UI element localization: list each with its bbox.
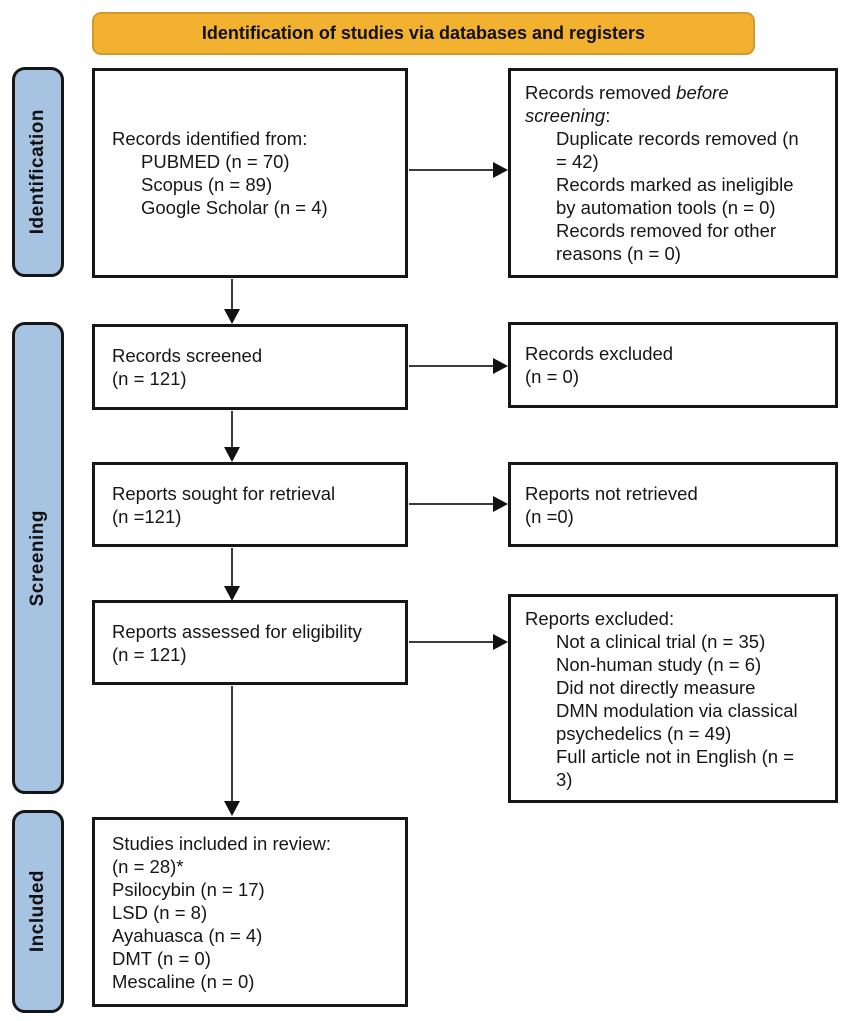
text-line: PUBMED (n = 70) — [141, 151, 290, 172]
text-line: Ayahuasca (n = 4) — [112, 924, 263, 946]
text-line: psychedelics (n = 49) — [556, 722, 732, 744]
text-line: Non-human study (n = 6) — [556, 653, 762, 675]
arrow-line — [231, 686, 233, 803]
text-line — [511, 81, 835, 104]
records-identified-box — [92, 68, 408, 278]
text-line: Full article not in English (n = — [556, 745, 795, 767]
text-line: Reports excluded: — [525, 607, 675, 629]
banner-title — [92, 12, 755, 55]
stage-included-label: Included — [27, 870, 48, 953]
reports-assessed-box — [92, 600, 408, 685]
text-line: by automation tools (n = 0) — [556, 197, 776, 218]
text-line: Records excluded — [525, 343, 674, 364]
text-line: (n = 121) — [112, 368, 187, 389]
text-line: Reports assessed for eligibility — [112, 620, 362, 642]
text-line: (n =0) — [525, 505, 574, 527]
arrow-head-right-icon — [493, 162, 508, 178]
text-line: Reports not retrieved — [525, 482, 698, 504]
text-line: Studies included in review: — [112, 832, 332, 854]
text-line: DMT (n = 0) — [112, 947, 211, 969]
text-line: Did not directly measure — [556, 676, 756, 698]
text-segment: Records removed — [525, 82, 677, 103]
text-line: (n =121) — [112, 505, 182, 527]
text-line: DMN modulation via classical — [556, 699, 798, 721]
reports-sought-box — [92, 462, 408, 547]
text-line: Not a clinical trial (n = 35) — [556, 630, 766, 652]
text-line: (n = 0) — [525, 366, 579, 387]
stage-identification-label: Identification — [27, 109, 48, 235]
text-line: (n = 28)* — [112, 855, 184, 877]
text-segment-italic: screening — [525, 105, 606, 126]
text-line: Mescaline (n = 0) — [112, 970, 255, 992]
arrow-line — [409, 169, 495, 171]
text-line: Records screened — [112, 345, 263, 366]
stage-screening-label: Screening — [27, 509, 48, 607]
text-line: Records marked as ineligible — [556, 174, 794, 195]
text-line: Records removed for other — [556, 220, 777, 241]
banner-title-label: Identification of studies via databases and registers — [201, 23, 646, 43]
text-line: (n = 121) — [112, 643, 187, 665]
text-line: Duplicate records removed (n — [556, 128, 799, 149]
text-line: = 42) — [556, 151, 599, 172]
arrow-head-down-icon — [224, 447, 240, 462]
text-segment: : — [605, 105, 611, 126]
stage-identification — [12, 67, 64, 277]
arrow-line — [231, 411, 233, 449]
text-line: reasons (n = 0) — [556, 243, 681, 264]
stage-screening — [12, 322, 64, 794]
text-line: Google Scholar (n = 4) — [141, 197, 328, 218]
reports-excluded-box — [508, 594, 838, 803]
arrow-line — [409, 503, 495, 505]
arrow-head-down-icon — [224, 586, 240, 601]
records-removed-box — [508, 68, 838, 278]
text-line — [511, 104, 835, 127]
arrow-head-down-icon — [224, 309, 240, 324]
arrow-head-right-icon — [493, 634, 508, 650]
arrow-line — [231, 279, 233, 311]
text-line: Records identified from: — [112, 128, 308, 149]
arrow-head-right-icon — [493, 496, 508, 512]
text-line: Scopus (n = 89) — [141, 174, 273, 195]
text-line: Reports sought for retrieval — [112, 482, 336, 504]
studies-included-box — [92, 817, 408, 1007]
records-excluded-box — [508, 322, 838, 408]
records-screened-box — [92, 324, 408, 410]
arrow-line — [409, 365, 495, 367]
text-line: Psilocybin (n = 17) — [112, 878, 265, 900]
arrow-head-down-icon — [224, 801, 240, 816]
text-line: LSD (n = 8) — [112, 901, 208, 923]
arrow-head-right-icon — [493, 358, 508, 374]
arrow-line — [409, 641, 495, 643]
stage-included — [12, 810, 64, 1013]
reports-not-retrieved-box — [508, 462, 838, 547]
arrow-line — [231, 548, 233, 588]
text-segment-italic: before — [676, 82, 729, 103]
text-line: 3) — [556, 768, 573, 790]
